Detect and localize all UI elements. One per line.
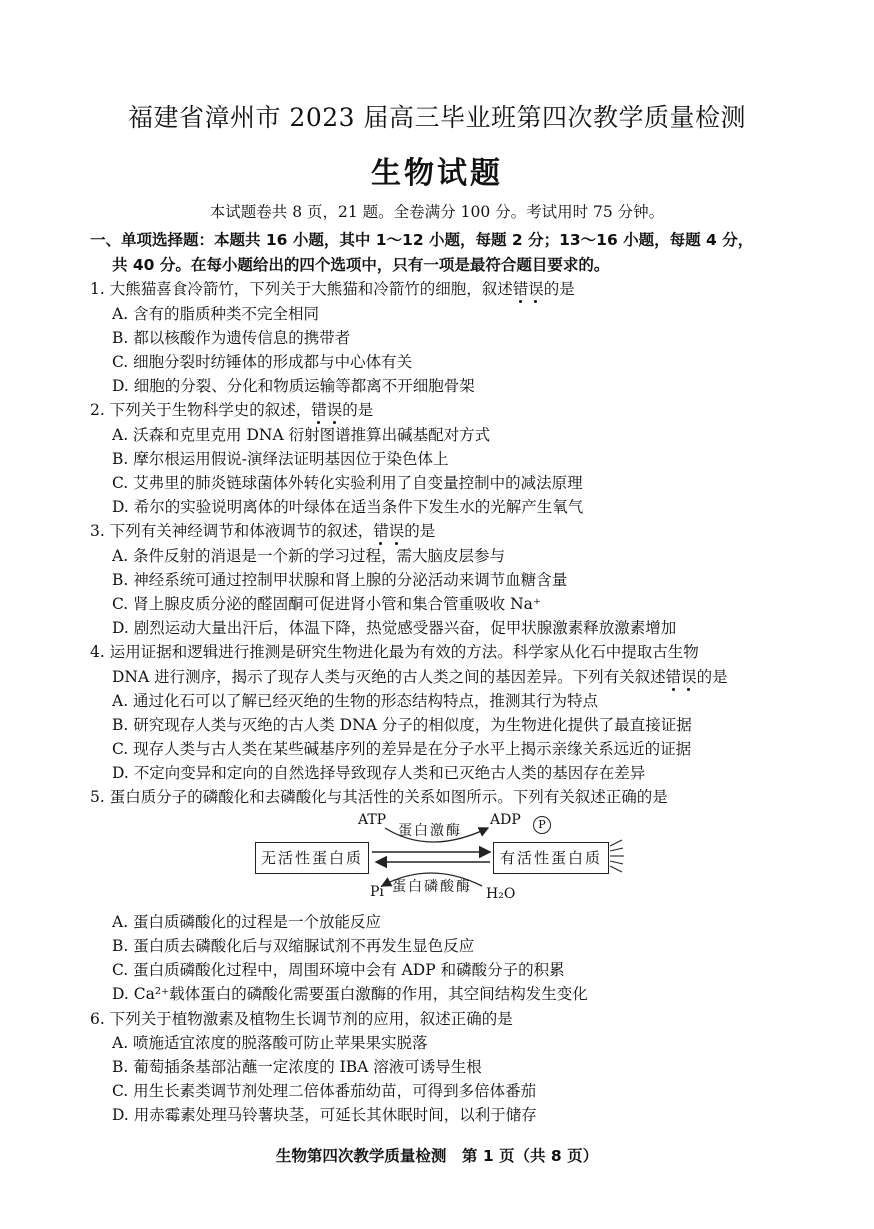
question-3-option-c: C. 肾上腺皮质分泌的醛固酮可促进肾小管和集合管重吸收 Na⁺ [112, 595, 542, 613]
question-1-option-c: C. 细胞分裂时纺锤体的形成都与中心体有关 [112, 353, 413, 371]
h2o-label: H₂O [486, 886, 516, 902]
question-4-option-a: A. 通过化石可以了解已经灭绝的生物的形态结构特点，推测其行为特点 [112, 692, 599, 710]
question-5-option-c: C. 蛋白质磷酸化过程中，周围环境中会有 ADP 和磷酸分子的积累 [112, 961, 565, 979]
question-1-option-a: A. 含有的脂质种类不完全相同 [112, 305, 320, 323]
emphasis-char: 误 [528, 280, 544, 298]
question-2-option-c: C. 艾弗里的肺炎链球菌体外转化实验利用了自变量控制中的减法原理 [112, 474, 583, 492]
subject-title: 生物试题 [371, 156, 503, 191]
emphasis-char: 误 [681, 668, 697, 686]
emphasis-char: 错 [512, 280, 529, 298]
question-6-option-b: B. 葡萄插条基部沾蘸一定浓度的 IBA 溶液可诱导生根 [112, 1058, 482, 1076]
question-2-option-d: D. 希尔的实验说明离体的叶绿体在适当条件下发生水的光解产生氧气 [112, 498, 584, 516]
question-3-stem [90, 519, 435, 541]
stem-text: 的是 [404, 522, 436, 540]
exam-title: 福建省漳州市 2023 届高三毕业班第四次教学质量检测 [127, 103, 747, 132]
emphasis-char: 误 [326, 401, 343, 419]
question-5-option-a: A. 蛋白质磷酸化的过程是一个放能反应 [112, 913, 382, 931]
section-heading-line2: 共 40 分。在每小题给出的四个选项中，只有一项是最符合题目要求的。 [112, 256, 610, 274]
question-2-option-b: B. 摩尔根运用假说-演绎法证明基因位于染色体上 [112, 450, 449, 468]
stem-text: 的是 [543, 280, 575, 298]
question-6-option-c: C. 用生长素类调节剂处理二倍体番茄幼苗，可得到多倍体番茄 [112, 1082, 537, 1100]
atp-label: ATP [358, 812, 387, 828]
page-footer: 生物第四次教学质量检测 第 1 页（共 8 页） [275, 1147, 599, 1165]
question-4-option-d: D. 不定向变异和定向的自然选择导致现存人类和已灭绝古人类的基因存在差异 [112, 764, 646, 782]
pi-label: Pi [370, 884, 384, 900]
question-2-stem [90, 398, 373, 420]
question-4-option-b: B. 研究现存人类与灭绝的古人类 DNA 分子的相似度，为生物进化提供了最直接证据 [112, 716, 692, 734]
phosphate-circle: P [533, 816, 551, 834]
stem-text: 的是 [342, 401, 374, 419]
question-5-option-d: D. Ca²⁺载体蛋白的磷酸化需要蛋白激酶的作用，其空间结构发生变化 [112, 985, 588, 1003]
question-5-stem: 5. 蛋白质分子的磷酸化和去磷酸化与其活性的关系如图所示。下列有关叙述正确的是 [90, 788, 668, 806]
question-6-stem: 6. 下列关于植物激素及植物生长调节剂的应用，叙述正确的是 [90, 1010, 513, 1028]
question-1-stem [90, 277, 575, 299]
stem-text: 3. 下列有关神经调节和体液调节的叙述， [90, 522, 374, 540]
kinase-label: 蛋白激酶 [398, 823, 462, 839]
inactive-protein-box: 无活性蛋白质 [255, 842, 369, 874]
emphasis-char: 误 [388, 522, 405, 540]
question-3-option-d: D. 剧烈运动大量出汗后，体温下降，热觉感受器兴奋，促甲状腺激素释放激素增加 [112, 619, 677, 637]
question-1-option-b: B. 都以核酸作为遗传信息的携带者 [112, 329, 351, 347]
exam-intro: 本试题卷共 8 页，21 题。全卷满分 100 分。考试用时 75 分钟。 [209, 203, 665, 221]
question-4-stem-line2 [112, 665, 728, 687]
question-1-option-d: D. 细胞的分裂、分化和物质运输等都离不开细胞骨架 [112, 377, 475, 395]
question-3-option-a: A. 条件反射的消退是一个新的学习过程，需大脑皮层参与 [112, 547, 506, 565]
stem-text: DNA 进行测序，揭示了现存人类与灭绝的古人类之间的基因差异。下列有关叙述 [112, 668, 666, 686]
emphasis-char: 错 [373, 522, 389, 540]
stem-text: 1. 大熊猫喜食冷箭竹，下列关于大熊猫和冷箭竹的细胞，叙述 [90, 280, 513, 298]
question-3-option-b: B. 神经系统可通过控制甲状腺和肾上腺的分泌活动来调节血糖含量 [112, 571, 568, 589]
adp-label: ADP [490, 812, 521, 828]
stem-text: 的是 [696, 668, 728, 686]
question-2-option-a: A. 沃森和克里克用 DNA 衍射图谱推算出碱基配对方式 [112, 426, 491, 444]
question-6-option-a: A. 喷施适宜浓度的脱落酸可防止苹果果实脱落 [112, 1034, 428, 1052]
active-site-spikes [610, 840, 624, 872]
emphasis-char: 错 [665, 668, 682, 686]
phosphatase-label: 蛋白磷酸酶 [392, 879, 472, 895]
question-5-option-b: B. 蛋白质去磷酸化后与双缩脲试剂不再发生显色反应 [112, 937, 475, 955]
phosphorylation-diagram [250, 808, 630, 908]
question-4-option-c: C. 现存人类与古人类在某些碱基序列的差异是在分子水平上揭示亲缘关系远近的证据 [112, 740, 692, 758]
question-4-stem-line1: 4. 运用证据和逻辑进行推测是研究生物进化最为有效的方法。科学家从化石中提取古生物 [90, 643, 699, 661]
section-heading-line1: 一、单项选择题：本题共 16 小题，其中 1～12 小题，每题 2 分；13～16 小题，每题 4 分， [90, 231, 754, 249]
stem-text: 2. 下列关于生物科学史的叙述， [90, 401, 312, 419]
question-6-option-d: D. 用赤霉素处理马铃薯块茎，可延长其休眠时间，以利于储存 [112, 1106, 537, 1124]
active-protein-box: 有活性蛋白质 [493, 842, 609, 874]
emphasis-char: 错 [311, 401, 327, 419]
